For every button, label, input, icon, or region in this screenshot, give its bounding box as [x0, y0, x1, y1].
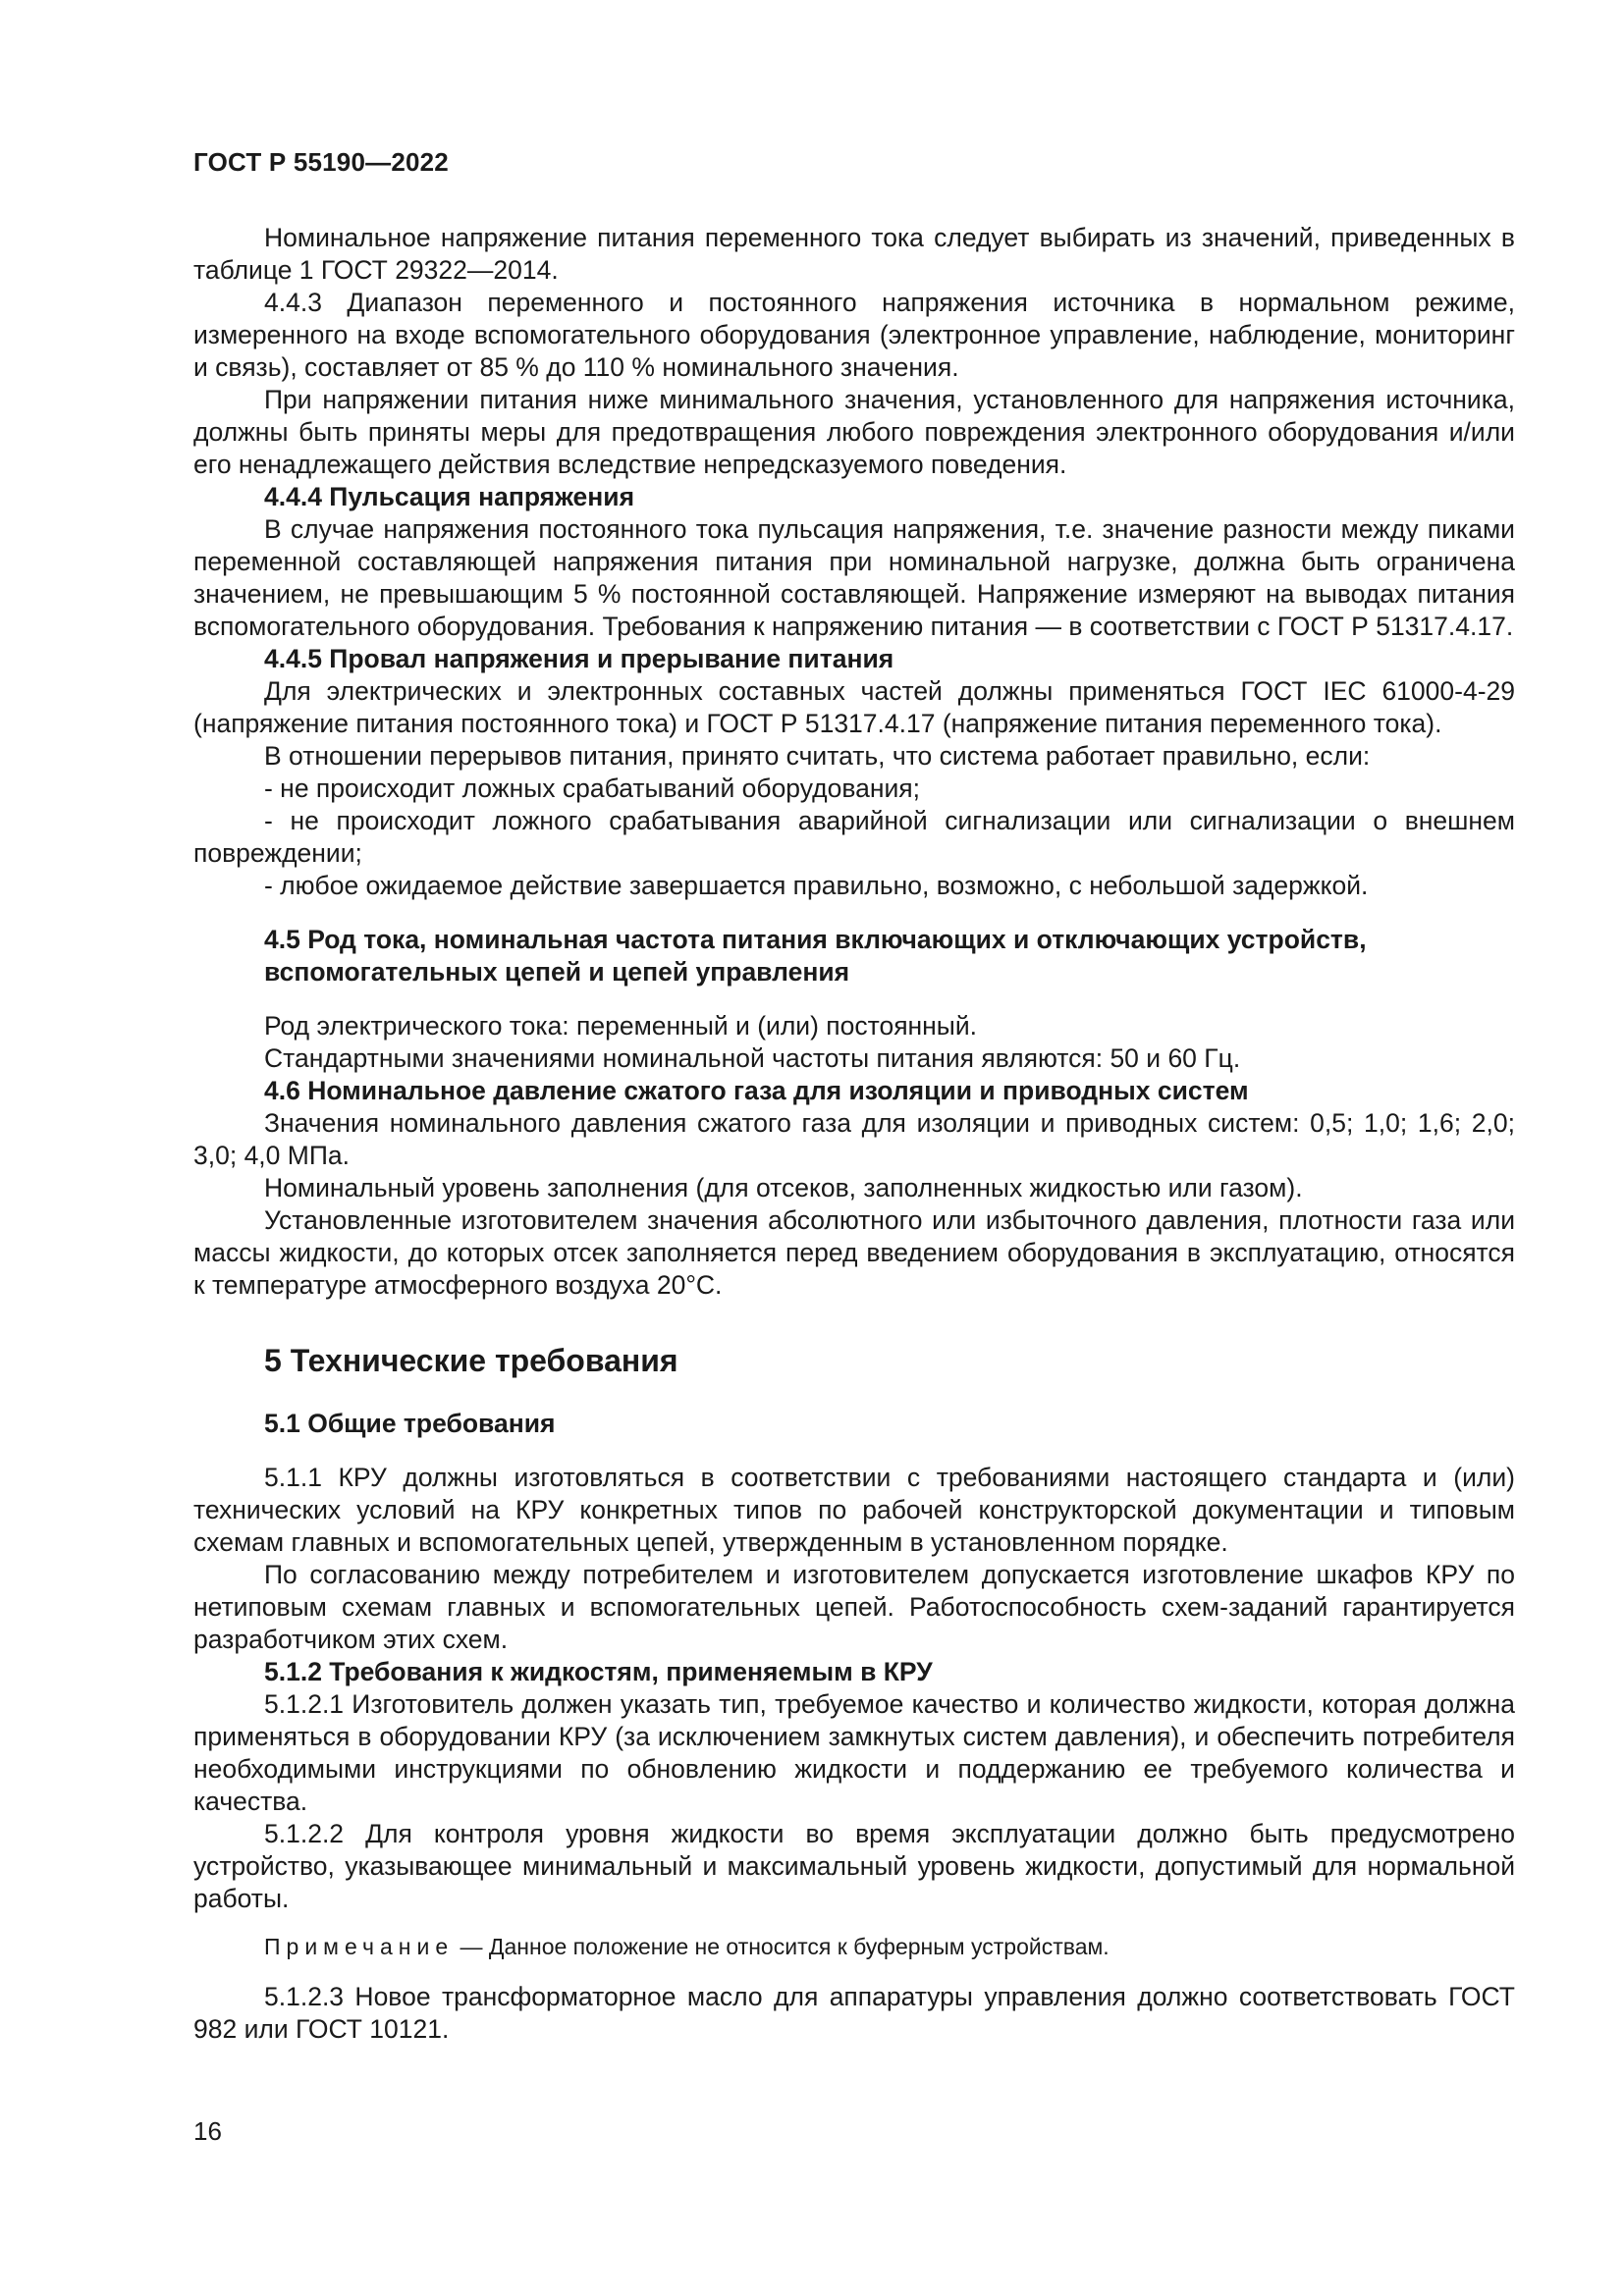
document-header: ГОСТ Р 55190—2022 — [193, 147, 449, 177]
clause-heading: 5.1.2 Требования к жидкостям, применяемым в КРУ — [264, 1657, 933, 1686]
paragraph: Значения номинального давления сжатого газа для изоляции и приводных систем: 0,5; 1,0; 1,6; 2,0; 3,0; 4,0 МПа. — [193, 1108, 1515, 1170]
list-item: - не происходит ложного срабатывания аварийной сигнализации или сигнализации о внешнем повреждении; — [193, 806, 1515, 868]
note-text: — Данное положение не относится к буферным устройствам. — [454, 1934, 1110, 1959]
paragraph: В отношении перерывов питания, принято считать, что система работает правильно, если: — [264, 741, 1371, 771]
clause-heading: 4.4.5 Провал напряжения и прерывание питания — [264, 644, 894, 673]
note — [193, 1931, 1515, 1963]
paragraph: 5.1.1 КРУ должны изготовляться в соответствии с требованиями настоящего стандарта и (или) технических условий на КРУ конкретных типов по рабочей конструкторской документации и типовым схемам главных и вспомогательных цепей, утвержденным в установленном порядке. — [193, 1463, 1515, 1557]
paragraph: 4.4.3 Диапазон переменного и постоянного напряжения источника в нормальном режиме, измеренного на входе вспомогательного оборудования (электронное управление, наблюдение, мониторинг и связь), составляет от 85 % до 110 % номинального значения. — [193, 288, 1515, 382]
note-label: Примечание — [264, 1934, 455, 1959]
page-number: 16 — [193, 2116, 222, 2146]
paragraph: Стандартными значениями номинальной частоты питания являются: 50 и 60 Гц. — [264, 1043, 1241, 1073]
paragraph: 5.1.2.1 Изготовитель должен указать тип, требуемое качество и количество жидкости, которая должна применяться в оборудовании КРУ (за исключением замкнутых систем давления), и обеспечить потребителя необходимыми инструкциями по обновлению жидкости и поддержанию ее требуемого количества и качества. — [193, 1689, 1515, 1816]
paragraph: По согласованию между потребителем и изготовителем допускается изготовление шкафов КРУ по нетиповым схемам главных и вспомогательных цепей. Работоспособность схем-заданий гарантируется разработчиком этих схем. — [193, 1560, 1515, 1654]
document-body — [193, 222, 1515, 2046]
paragraph: Род электрического тока: переменный и (или) постоянный. — [264, 1011, 978, 1041]
paragraph: В случае напряжения постоянного тока пульсация напряжения, т.е. значение разности между пиками переменной составляющей напряжения питания при номинальной нагрузке, должна быть ограничена значением, не превышающим 5 % постоянной составляющей. Напряжение измеряют на выводах питания вспомогательного оборудования. Требования к напряжению питания — в соответствии с ГОСТ Р 51317.4.17. — [193, 514, 1515, 641]
paragraph: Установленные изготовителем значения абсолютного или избыточного давления, плотности газа или массы жидкости, до которых отсек заполняется перед введением оборудования в эксплуатацию, относятся к температуре атмосферного воздуха 20°С. — [193, 1205, 1515, 1300]
paragraph: Для электрических и электронных составных частей должны применяться ГОСТ IEC 61000-4-29 (напряжение питания постоянного тока) и ГОСТ Р 51317.4.17 (напряжение питания переменного тока). — [193, 676, 1515, 738]
clause-heading: 4.4.4 Пульсация напряжения — [264, 482, 635, 511]
list-item: - не происходит ложных срабатываний оборудования; — [264, 774, 920, 803]
paragraph: 5.1.2.3 Новое трансформаторное масло для аппаратуры управления должно соответствовать ГОСТ 982 или ГОСТ 10121. — [193, 1982, 1515, 2044]
paragraph: Номинальный уровень заполнения (для отсеков, заполненных жидкостью или газом). — [264, 1173, 1303, 1202]
section-heading: 4.5 Род тока, номинальная частота питания включающих и отключающих устройств, вспомогательных цепей и цепей управления — [264, 925, 1367, 987]
paragraph: 5.1.2.2 Для контроля уровня жидкости во время эксплуатации должно быть предусмотрено устройство, указывающее минимальный и максимальный уровень жидкости, допустимый для нормальной работы. — [193, 1819, 1515, 1913]
paragraph: При напряжении питания ниже минимального значения, установленного для напряжения источника, должны быть приняты меры для предотвращения любого повреждения электронного оборудования и/или его ненадлежащего действия вследствие непредсказуемого поведения. — [193, 385, 1515, 479]
section-heading: 4.6 Номинальное давление сжатого газа для изоляции и приводных систем — [264, 1076, 1249, 1105]
section-heading: 5.1 Общие требования — [264, 1409, 556, 1438]
list-item: - любое ожидаемое действие завершается правильно, возможно, с небольшой задержкой. — [264, 871, 1369, 900]
chapter-heading: 5 Технические требования — [264, 1343, 678, 1378]
paragraph: Номинальное напряжение питания переменного тока следует выбирать из значений, приведенных в таблице 1 ГОСТ 29322—2014. — [193, 223, 1515, 285]
